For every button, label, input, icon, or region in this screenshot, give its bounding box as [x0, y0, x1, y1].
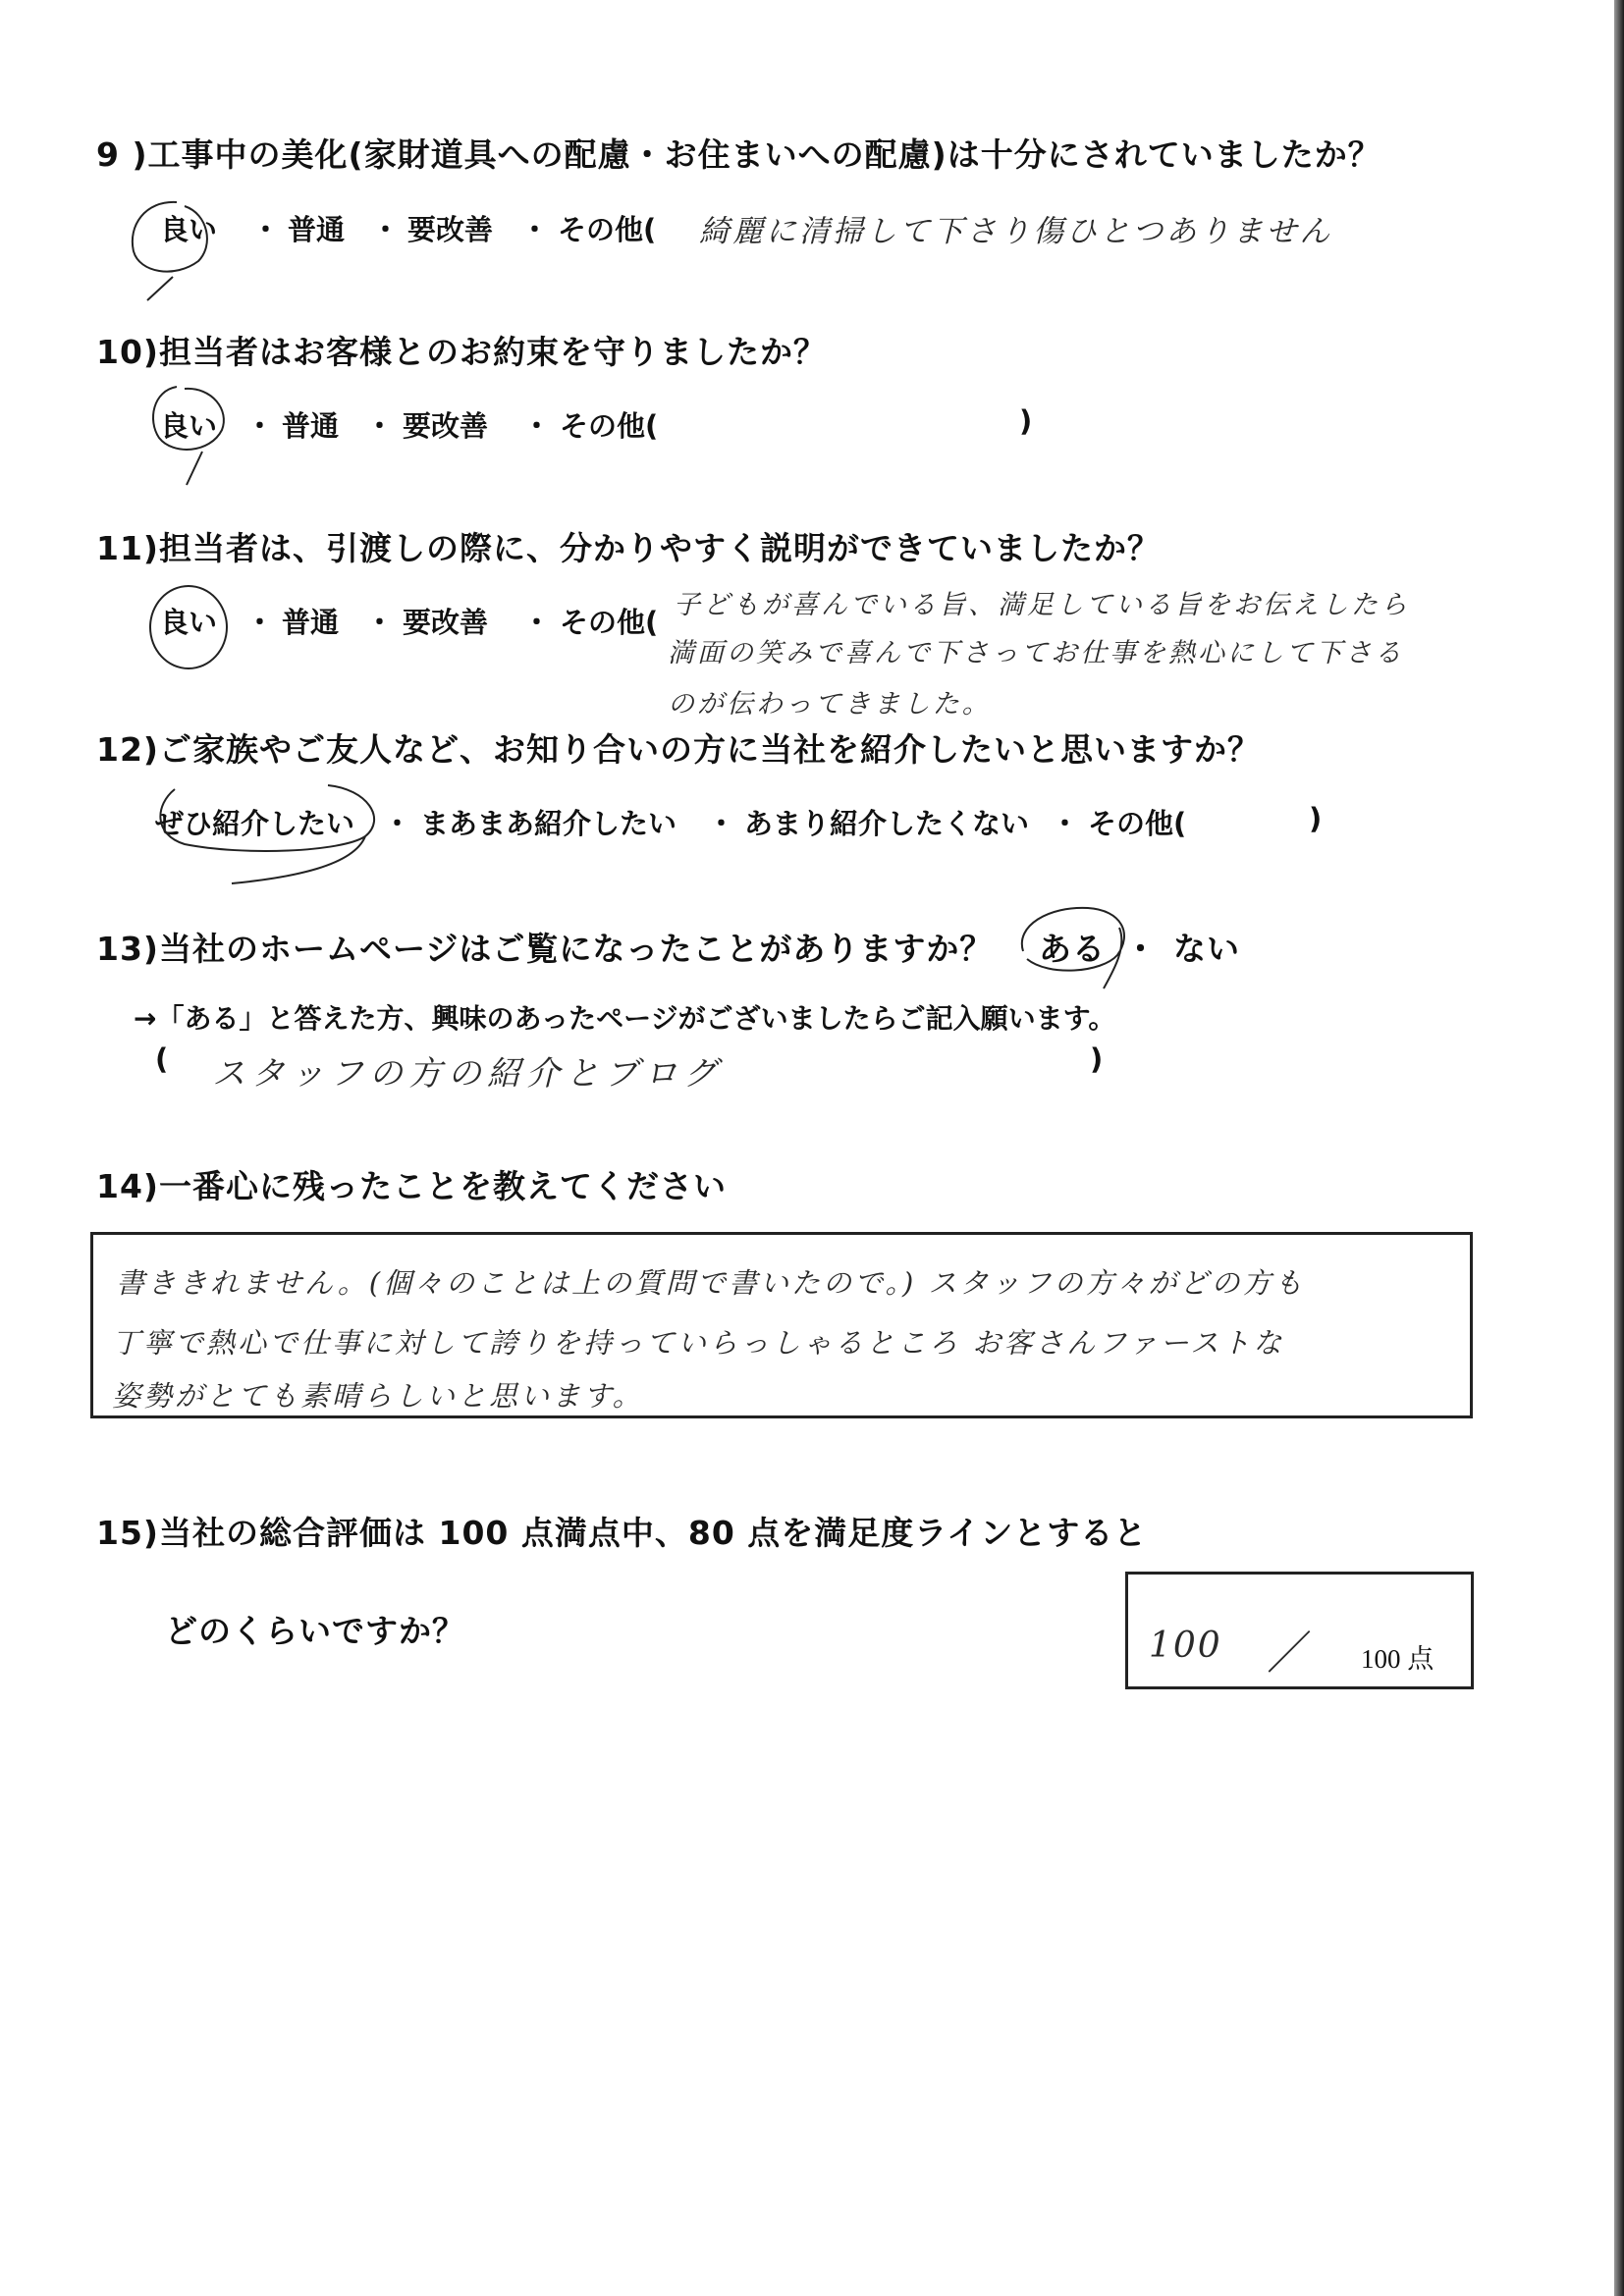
- q13-close-paren: ): [1090, 1042, 1104, 1076]
- q13-followup-instruction: →「ある」と答えた方、興味のあったページがございましたらご記入願います。: [134, 1002, 1116, 1035]
- q10-sep-1: ・: [245, 409, 275, 443]
- question-15-line-1: 15)当社の総合評価は 100 点満点中、80 点を満足度ラインとすると: [96, 1514, 1148, 1552]
- q13-option-no[interactable]: ない: [1173, 930, 1240, 968]
- q11-option-needs-improvement[interactable]: 要改善: [403, 606, 489, 639]
- scan-edge: [1614, 0, 1624, 2296]
- q10-sep-3: ・: [522, 409, 552, 443]
- q9-sep-2: ・: [371, 213, 401, 246]
- q14-handwritten-line-3: 姿勢がとても素晴らしいと思います。: [112, 1379, 644, 1413]
- question-15-line-2: どのくらいですか？: [165, 1612, 465, 1650]
- q10-option-normal[interactable]: 普通: [282, 409, 340, 443]
- q13-sep: ・: [1124, 930, 1158, 968]
- q15-max-score-label: 100 点: [1361, 1644, 1435, 1674]
- q10-option-other[interactable]: その他(: [560, 409, 659, 443]
- q11-sep-1: ・: [245, 606, 275, 639]
- q9-option-other[interactable]: その他(: [558, 213, 657, 246]
- q11-sep-3: ・: [522, 606, 552, 639]
- q12-option-definitely[interactable]: ぜひ紹介したい: [155, 807, 355, 840]
- q12-option-not-really[interactable]: あまり紹介したくない: [744, 807, 1030, 840]
- q12-sep-1: ・: [383, 807, 412, 840]
- question-10: 10)担当者はお客様とのお約束を守りましたか？: [96, 333, 828, 371]
- q10-option-good[interactable]: 良い: [160, 409, 218, 443]
- q9-option-normal[interactable]: 普通: [288, 213, 346, 246]
- q13-handwritten-answer: スタッフの方の紹介とブログ: [212, 1054, 723, 1094]
- q12-option-other[interactable]: その他(: [1088, 807, 1187, 840]
- q11-handwritten-line-2: 満面の笑みで喜んで下さってお仕事を熱心にして下さる: [668, 638, 1404, 668]
- question-12: 12)ご家族やご友人など、お知り合いの方に当社を紹介したいと思いますか？: [96, 730, 1262, 769]
- q12-option-somewhat[interactable]: まあまあ紹介したい: [420, 807, 677, 840]
- q9-option-needs-improvement[interactable]: 要改善: [407, 213, 494, 246]
- q10-close-paren: ): [1019, 404, 1033, 438]
- q10-selection-circle-mark: [147, 381, 236, 489]
- q10-option-needs-improvement[interactable]: 要改善: [403, 409, 489, 443]
- q10-sep-2: ・: [365, 409, 395, 443]
- q13-option-yes[interactable]: ある: [1039, 930, 1106, 968]
- q9-handwritten-answer: 綺麗に清掃して下さり傷ひとつありません: [699, 214, 1333, 249]
- q13-open-paren: (: [155, 1042, 169, 1076]
- q12-sep-2: ・: [707, 807, 736, 840]
- q12-close-paren: ): [1309, 802, 1323, 835]
- q14-handwritten-line-1: 書ききれません。(個々のことは上の質問で書いたので。) スタッフの方々がどの方も: [116, 1266, 1306, 1300]
- q11-option-good[interactable]: 良い: [160, 606, 218, 639]
- q11-handwritten-line-1: 子どもが喜んでいる旨、満足している旨をお伝えしたら: [674, 590, 1410, 620]
- question-13: 13)当社のホームページはご覧になったことがありますか？: [96, 930, 994, 968]
- q11-sep-2: ・: [365, 606, 395, 639]
- q12-selection-circle-mark: [145, 775, 401, 888]
- q9-sep-1: ・: [251, 213, 281, 246]
- question-11: 11)担当者は、引渡しの際に、分かりやすく説明ができていましたか？: [96, 529, 1162, 567]
- q9-selection-circle-mark: [126, 196, 214, 304]
- q13-selection-circle-mark: [1009, 898, 1137, 996]
- q9-sep-3: ・: [520, 213, 550, 246]
- question-9: 9 )工事中の美化(家財道具への配慮・お住まいへの配慮)は十分にされていましたか？: [96, 135, 1381, 174]
- q11-handwritten-line-3: のが伝わってきました。: [668, 689, 992, 720]
- q12-sep-3: ・: [1051, 807, 1080, 840]
- q15-handwritten-score: 100: [1149, 1626, 1222, 1666]
- q14-handwritten-line-2: 丁寧で熱心で仕事に対して誇りを持っていらっしゃるところ お客さんファーストな: [112, 1326, 1285, 1360]
- question-14: 14)一番心に残ったことを教えてください: [96, 1167, 728, 1205]
- q11-option-normal[interactable]: 普通: [282, 606, 340, 639]
- q11-selection-circle-mark: [149, 585, 228, 669]
- q11-option-other[interactable]: その他(: [560, 606, 659, 639]
- q15-slash: ／: [1267, 1627, 1315, 1680]
- q9-option-good[interactable]: 良い: [160, 213, 218, 246]
